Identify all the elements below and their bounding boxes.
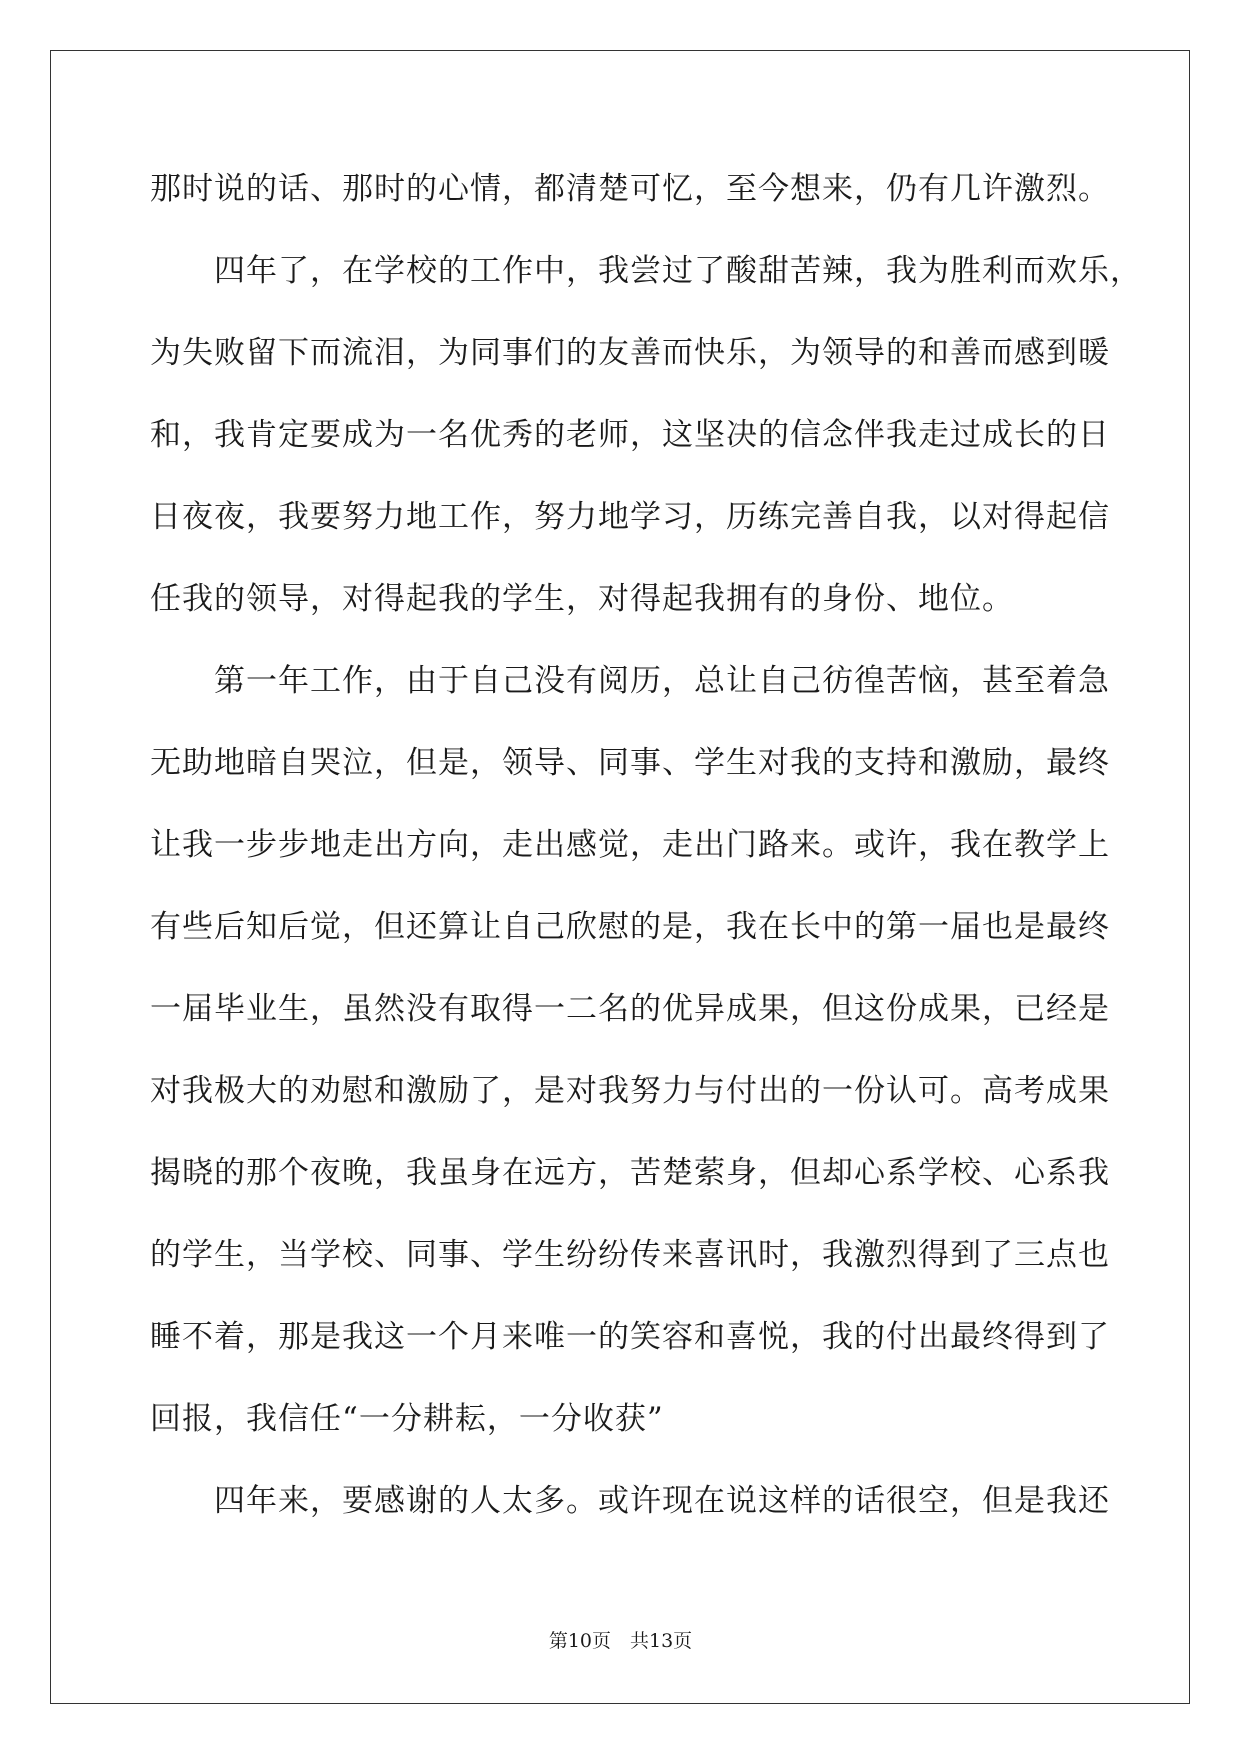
- text-line: 睡不着，那是我这一个月来唯一的笑容和喜悦，我的付出最终得到了: [150, 1319, 1110, 1355]
- text-line: 揭晓的那个夜晚，我虽身在远方，苦楚萦身，但却心系学校、心系我: [150, 1155, 1110, 1191]
- page-border: [50, 50, 1190, 1704]
- text-line: 的学生，当学校、同事、学生纷纷传来喜讯时，我激烈得到了三点也: [150, 1237, 1110, 1273]
- text-line: 那时说的话、那时的心情，都清楚可忆，至今想来，仍有几许激烈。: [150, 171, 1110, 207]
- text-line: 回报，我信任“一分耕耘，一分收获”: [150, 1401, 664, 1437]
- text-line: 对我极大的劝慰和激励了，是对我努力与付出的一份认可。高考成果: [150, 1073, 1110, 1109]
- page-number-footer: 第10页 共13页: [548, 1630, 693, 1652]
- text-line: 无助地暗自哭泣，但是，领导、同事、学生对我的支持和激励，最终: [150, 745, 1110, 781]
- text-line: 四年了，在学校的工作中，我尝过了酸甜苦辣，我为胜利而欢乐，: [214, 253, 1142, 289]
- text-line: 日夜夜，我要努力地工作，努力地学习，历练完善自我，以对得起信: [150, 499, 1110, 535]
- text-line: 有些后知后觉，但还算让自己欣慰的是，我在长中的第一届也是最终: [150, 909, 1110, 945]
- text-line: 一届毕业生，虽然没有取得一二名的优异成果，但这份成果，已经是: [150, 991, 1110, 1027]
- text-line: 让我一步步地走出方向，走出感觉，走出门路来。或许，我在教学上: [150, 827, 1110, 863]
- text-line: 任我的领导，对得起我的学生，对得起我拥有的身份、地位。: [150, 581, 1014, 617]
- text-line: 第一年工作，由于自己没有阅历，总让自己彷徨苦恼，甚至着急: [214, 663, 1110, 699]
- text-line: 四年来，要感谢的人太多。或许现在说这样的话很空，但是我还: [214, 1483, 1110, 1519]
- text-line: 为失败留下而流泪，为同事们的友善而快乐，为领导的和善而感到暖: [150, 335, 1110, 371]
- text-line: 和，我肯定要成为一名优秀的老师，这坚决的信念伴我走过成长的日: [150, 417, 1110, 453]
